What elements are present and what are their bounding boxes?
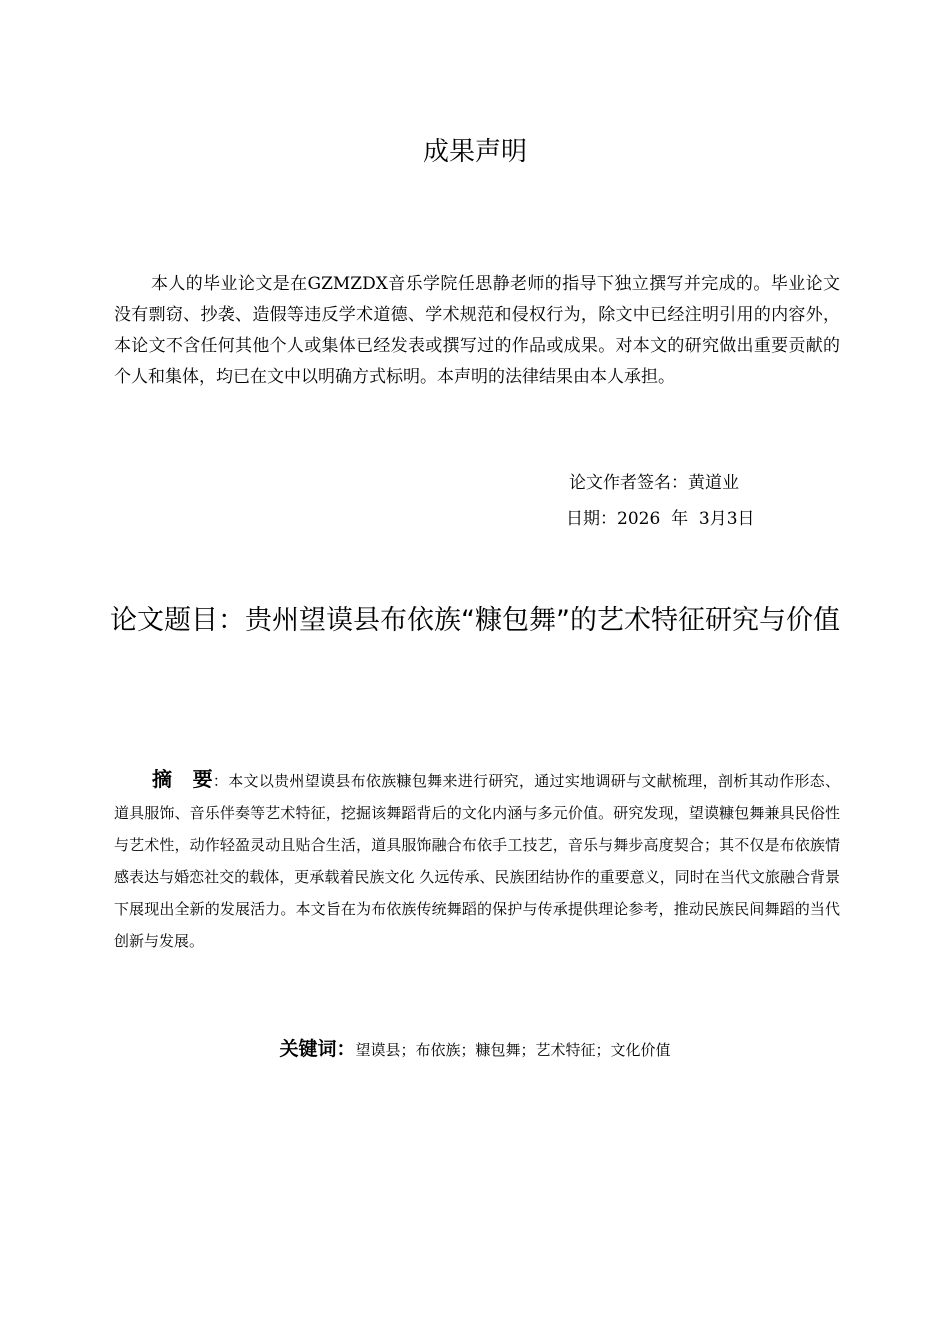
keywords-text: 望谟县；布依族；糠包舞；艺术特征；文化价值 bbox=[355, 1041, 671, 1059]
keywords-label: 关键词： bbox=[279, 1038, 356, 1060]
declaration-title: 成果声明 bbox=[422, 137, 527, 167]
abstract-text: 本文以贵州望谟县布依族糠包舞来进行研究，通过实地调研与文献梳理，剖析其动作形态、道具服饰、音乐伴奏等艺术特征，挖掘该舞蹈背后的文化内涵与多元价值。研究发现，望谟糠包舞兼具民俗性与艺术性，动作轻盈灵动且贴合生活，道具服饰融合布依手工技艺，音乐与舞步高度契合；其不仅是布依族情感表达与婚恋社交的载体，更承载着民族文化 久远传承、民族团结协作的重要意义，同时在当代文旅融合背景下展现出全新的发展活力。本文旨在为布依族传统舞蹈的保护与传承提供理论参考，推动民族民间舞蹈的当代创新与发展。 bbox=[114, 772, 840, 950]
signature-date: 日期：2026 年 3月3日 bbox=[566, 509, 755, 529]
thesis-title: 论文题目：贵州望谟县布依族“糠包舞”的艺术特征研究与价值 bbox=[110, 605, 840, 636]
abstract-colon: ： bbox=[212, 772, 229, 790]
keywords-section bbox=[0, 1035, 950, 1064]
abstract-label: 摘 要 bbox=[152, 767, 213, 791]
author-signature: 论文作者签名：黄道业 bbox=[569, 473, 739, 493]
abstract-section bbox=[114, 763, 840, 957]
declaration-body: 本人的毕业论文是在GZMZDX音乐学院任思静老师的指导下独立撰写并完成的。毕业论文没有剽窃、抄袭、造假等违反学术道德、学术规范和侵权行为，除文中已经注明引用的内容外，本论文不含任何其他个人或集体已经发表或撰写过的作品或成果。对本文的研究做出重要贡献的个人和集体，均已在文中以明确方式标明。本声明的法律结果由本人承担。 bbox=[114, 274, 840, 387]
